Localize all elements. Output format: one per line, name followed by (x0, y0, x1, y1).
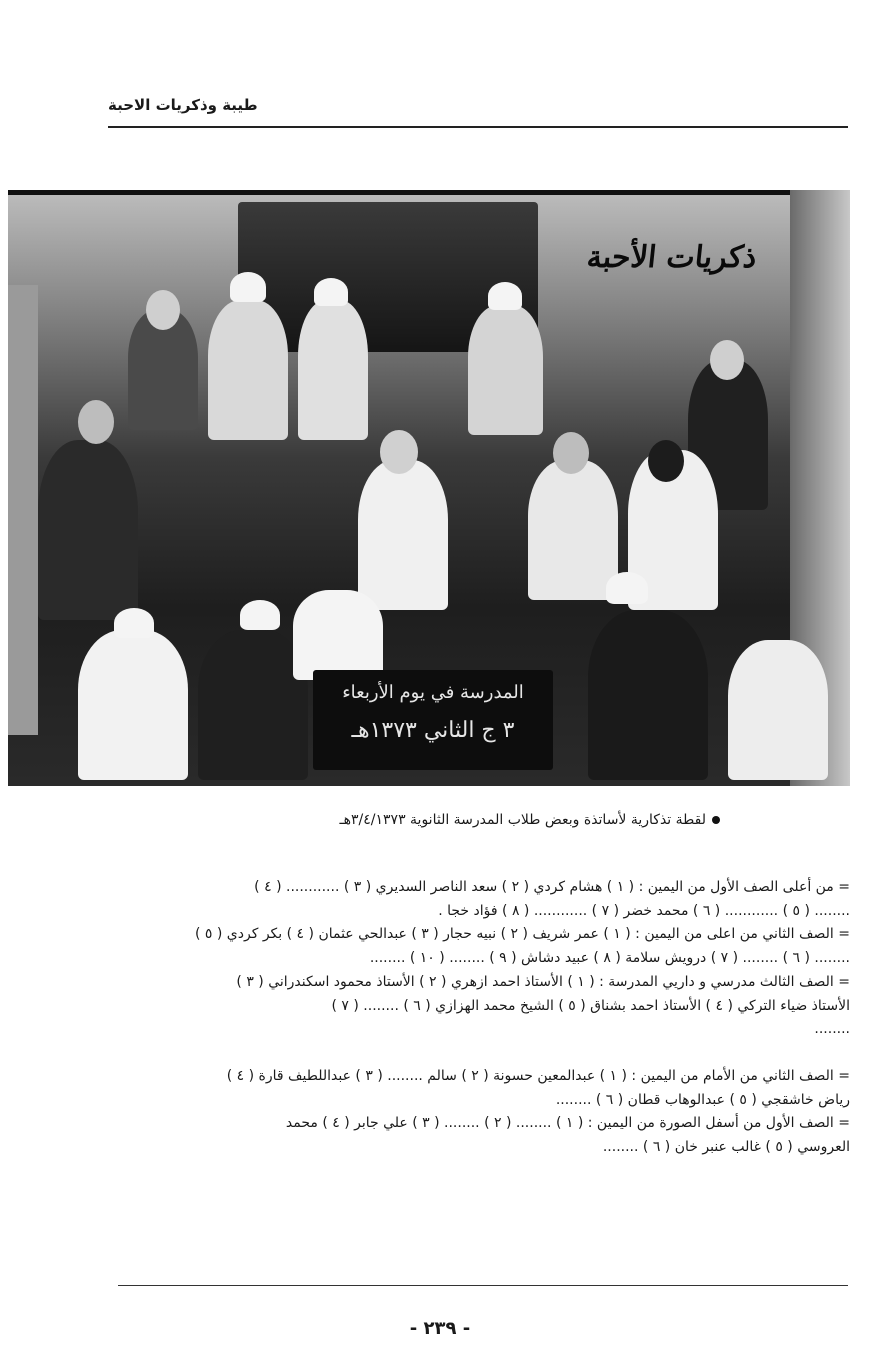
names-line: = الصف الثاني من اعلى من اليمين : ( ١ ) عمر شريف ( ٢ ) نبيه حجار ( ٣ ) عبدالحي عثمان ( ٤ ) بكر كردي ( ٥ ) (194, 926, 850, 943)
photo-chalkboard-sign (313, 670, 553, 770)
photo-title-stamp: ذكريات الأحبة (585, 240, 759, 275)
figure-head (146, 290, 180, 330)
bullet-icon (712, 816, 720, 824)
figure (298, 300, 368, 440)
figure (78, 630, 188, 780)
figure (358, 460, 448, 610)
figure (198, 630, 308, 780)
figure (208, 300, 288, 440)
names-line: = الصف الثالث مدرسي و داريي المدرسة : ( ١ ) الأستاذ احمد ازهري ( ٢ ) الأستاذ محمود اسكندراني ( ٣ ) (236, 973, 850, 990)
names-line: = الصف الثاني من الأمام من اليمين : ( ١ ) عبدالمعين حسونة ( ٢ ) سالم ........ ( ٣ ) عبداللطيف قارة ( ٤ ) (226, 1067, 850, 1084)
page-number: - ٢٣٩ - (409, 1318, 471, 1339)
figure (38, 440, 138, 620)
names-line: رياض خاشقجي ( ٥ ) عبدالوهاب قطان ( ٦ ) ........ (555, 1091, 850, 1108)
figure-head (553, 432, 589, 474)
names-line (106, 1042, 850, 1065)
sign-line-2: ٣ ج الثاني ١٣٧٣هـ (351, 718, 515, 743)
running-head-title: طيبة وذكريات الاحبة (108, 96, 258, 114)
names-line: ........ ( ٥ ) ............ ( ٦ ) محمد خضر ( ٧ ) ............ ( ٨ ) فؤاد خجا . (438, 902, 850, 919)
names-line: الأستاذ ضياء التركي ( ٤ ) الأستاذ احمد بشناق ( ٥ ) الشيخ محمد الهزازي ( ٦ ) ........ ( ٧ ) (331, 997, 850, 1014)
names-line: ........ ( ٦ ) ........ ( ٧ ) درويش سلامة ( ٨ ) عبيد دشاش ( ٩ ) ........ ( ١٠ ) ........ (369, 950, 850, 967)
names-line: ........ (814, 1021, 850, 1038)
photo-caption (200, 812, 720, 836)
names-list (106, 876, 850, 1160)
figure-head (710, 340, 744, 380)
caption-text: لقطة تذكارية لأساتذة وبعض طلاب المدرسة الثانوية ٣/٤/١٣٧٣هـ (339, 812, 706, 828)
names-line: = الصف الأول من أسفل الصورة من اليمين : ( ١ ) ........ ( ٢ ) ........ ( ٣ ) علي جابر ( ٤ ) محمد (285, 1115, 850, 1132)
sign-line-1: المدرسة في يوم الأربعاء (342, 682, 524, 703)
figure (528, 460, 618, 600)
figure-head (78, 400, 114, 444)
group-photograph (8, 190, 850, 786)
footer-rule (118, 1285, 848, 1286)
figure-cap (488, 282, 522, 310)
photo-top-border (8, 190, 850, 195)
names-line: = من أعلى الصف الأول من اليمين : ( ١ ) هشام كردي ( ٢ ) سعد الناصر السديري ( ٣ ) ............ ( ٤ ) (254, 879, 850, 895)
figure-head (380, 430, 418, 474)
figure-cap (240, 600, 280, 630)
figure (588, 610, 708, 780)
figure (293, 590, 383, 680)
figure-cap (114, 608, 154, 638)
names-line: العروسي ( ٥ ) غالب عنبر خان ( ٦ ) ........ (602, 1139, 850, 1156)
header-rule (108, 126, 848, 128)
figure (728, 640, 828, 780)
figure-cap (230, 272, 266, 302)
figure-cap (314, 278, 348, 306)
figure (468, 305, 543, 435)
figure-head (648, 440, 684, 482)
figure-cap (606, 572, 648, 604)
photo-wall-left (8, 285, 38, 735)
